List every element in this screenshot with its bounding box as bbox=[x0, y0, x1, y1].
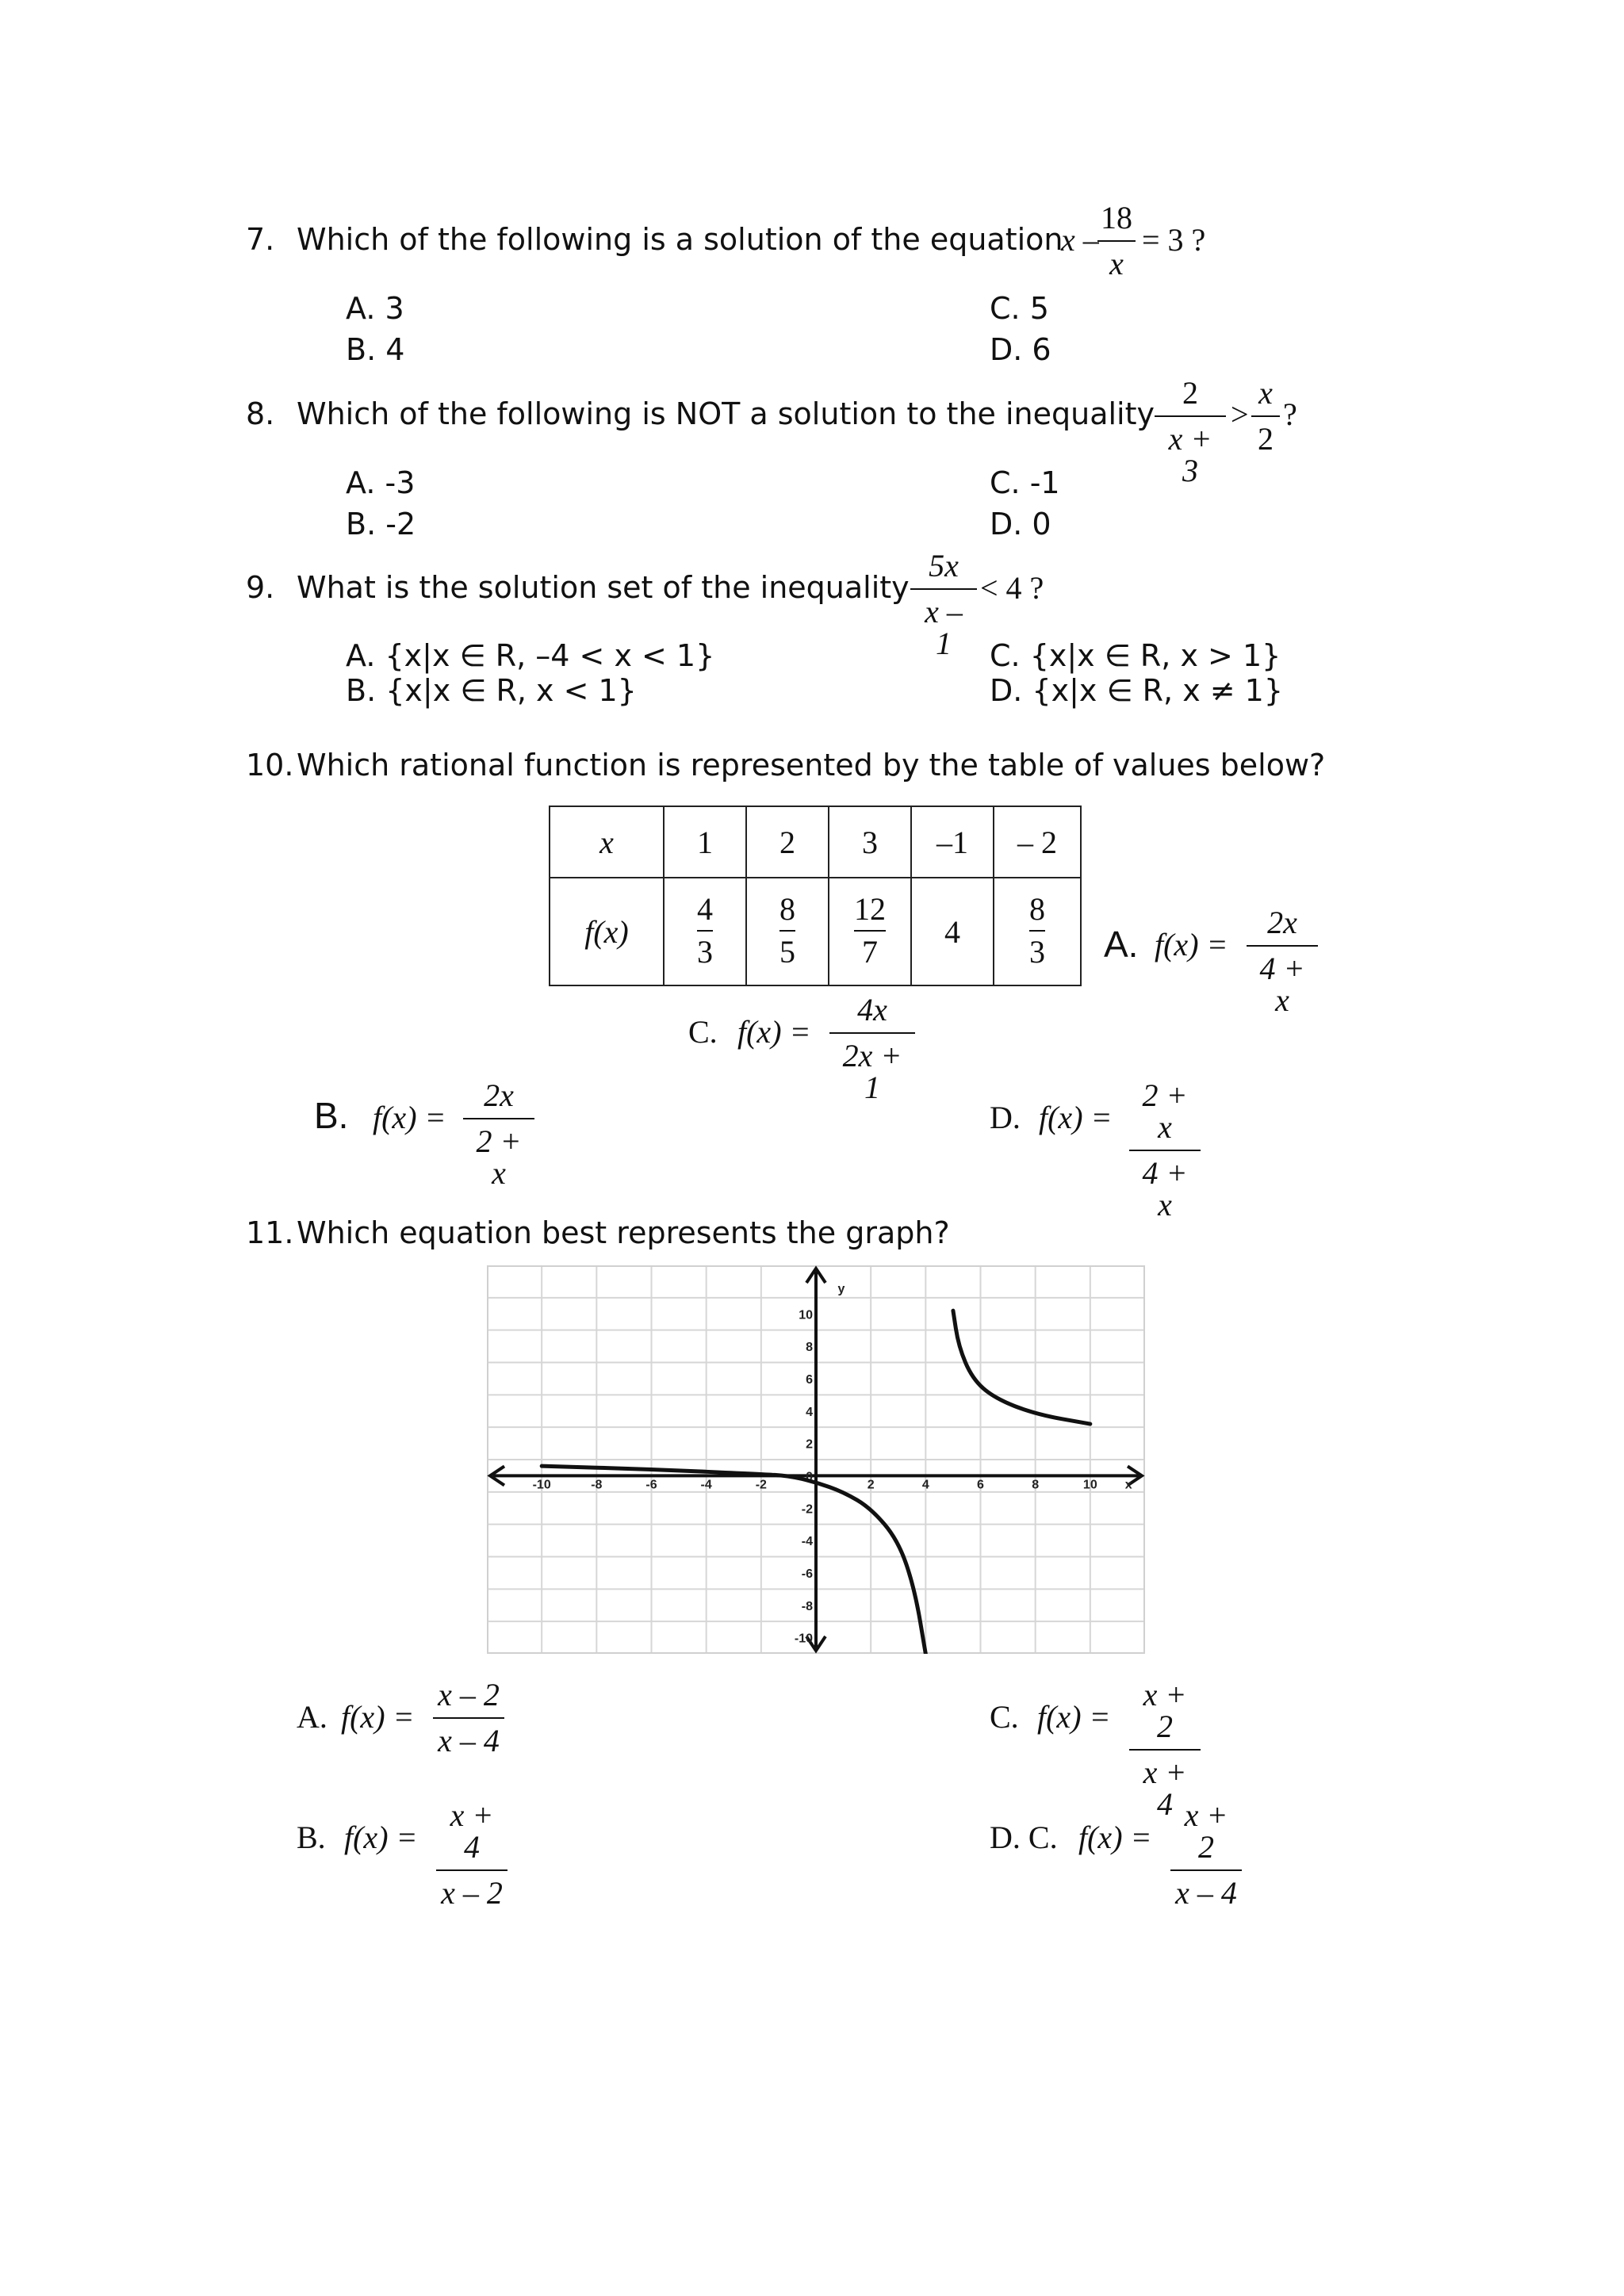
q8-left-denominator: x + 3 bbox=[1155, 415, 1226, 487]
table-header-fx: f(x) bbox=[550, 878, 664, 985]
fx-denominator: 5 bbox=[779, 930, 795, 968]
table-row-fx bbox=[550, 878, 1081, 985]
q11-choice-b-fx: f(x) = bbox=[344, 1820, 418, 1855]
y-tick-label: 6 bbox=[806, 1372, 813, 1387]
x-tick-label: -8 bbox=[591, 1478, 603, 1492]
table-fx-cell bbox=[664, 878, 746, 985]
curve-branch-2 bbox=[953, 1311, 1090, 1424]
q10-choice-c-numerator: 4x bbox=[857, 992, 887, 1027]
x-tick-label: 10 bbox=[1082, 1478, 1097, 1492]
q11-choice-b-numerator: x + 4 bbox=[450, 1797, 494, 1865]
fx-denominator: 3 bbox=[1029, 930, 1045, 968]
q11-choice-a-denominator: x – 4 bbox=[433, 1717, 504, 1757]
q11-choice-d-fraction bbox=[1170, 1797, 1242, 1911]
q8-number: 8. bbox=[246, 396, 275, 431]
q7-eq-tail: = 3 ? bbox=[1142, 222, 1206, 258]
fx-denominator: 7 bbox=[854, 930, 886, 968]
q7-number: 7. bbox=[246, 222, 275, 257]
y-tick-label: 2 bbox=[806, 1437, 813, 1452]
q10-choice-a-fraction bbox=[1247, 907, 1318, 1016]
q10-choice-b-letter[interactable]: B. bbox=[314, 1095, 349, 1136]
q10-choice-d-denominator: 4 + x bbox=[1129, 1150, 1201, 1221]
q10-choice-b-fx: f(x) = bbox=[373, 1100, 446, 1135]
q9-choice-a[interactable]: A. {x|x ∈ R, –4 < x < 1} bbox=[346, 638, 715, 673]
q8-choice-a[interactable]: A. -3 bbox=[346, 465, 416, 500]
q9-choice-c[interactable]: C. {x|x ∈ R, x > 1} bbox=[990, 638, 1281, 673]
y-tick-label: 4 bbox=[806, 1405, 813, 1419]
rational-function-graph bbox=[487, 1265, 1145, 1654]
y-tick-label: 0 bbox=[806, 1470, 813, 1484]
q8-right-fraction bbox=[1251, 377, 1280, 455]
fx-numerator: 4 bbox=[697, 890, 713, 927]
y-tick-label: -6 bbox=[801, 1567, 813, 1581]
q11-choice-b-denominator: x – 2 bbox=[436, 1869, 508, 1909]
q9-choice-d[interactable]: D. {x|x ∈ R, x ≠ 1} bbox=[990, 673, 1284, 708]
q7-choice-d[interactable]: D. 6 bbox=[990, 332, 1051, 367]
q11-text: Which equation best represents the graph? bbox=[297, 1215, 950, 1250]
x-tick-label: 8 bbox=[1032, 1478, 1040, 1492]
fx-numerator: 8 bbox=[779, 890, 795, 927]
q10-choice-a-fx: f(x) = bbox=[1155, 927, 1228, 962]
q10-text: Which rational function is represented by the table of values below? bbox=[297, 748, 1326, 783]
q9-tail: < 4 ? bbox=[980, 570, 1044, 606]
q9-fraction bbox=[910, 550, 977, 660]
q7-choice-a[interactable]: A. 3 bbox=[346, 291, 404, 326]
q11-choice-d-numerator: x + 2 bbox=[1184, 1797, 1228, 1865]
table-x-cell: –1 bbox=[911, 806, 994, 878]
q10-choice-a-numerator: 2x bbox=[1267, 905, 1297, 940]
table-fx-cell bbox=[829, 878, 911, 985]
table-row-x bbox=[550, 806, 1081, 878]
q11-choice-d-denominator: x – 4 bbox=[1170, 1869, 1242, 1909]
q7-fraction bbox=[1097, 202, 1136, 280]
curve-branch-1 bbox=[542, 1466, 925, 1654]
table-x-cell: 1 bbox=[664, 806, 746, 878]
q10-choice-b-numerator: 2x bbox=[484, 1077, 514, 1113]
fx-denominator: 3 bbox=[697, 930, 713, 968]
x-tick-label: 4 bbox=[921, 1478, 929, 1492]
y-tick-label: -4 bbox=[801, 1535, 813, 1549]
x-tick-label: 2 bbox=[867, 1478, 875, 1492]
x-tick-label: -6 bbox=[645, 1478, 657, 1492]
y-tick-label: 8 bbox=[806, 1341, 813, 1355]
q8-choice-d[interactable]: D. 0 bbox=[990, 507, 1051, 541]
y-tick-label: -10 bbox=[794, 1632, 813, 1646]
q10-choice-c-letter[interactable]: C. bbox=[688, 1014, 718, 1050]
y-axis-label: y bbox=[837, 1282, 845, 1296]
table-fx-cell bbox=[994, 878, 1081, 985]
q11-choice-c-letter[interactable]: C. bbox=[990, 1699, 1019, 1735]
q10-number: 10. bbox=[246, 748, 294, 783]
q7-choice-b[interactable]: B. 4 bbox=[346, 332, 405, 367]
q10-choice-b-denominator: 2 + x bbox=[463, 1118, 534, 1189]
q11-choice-a-letter[interactable]: A. bbox=[297, 1699, 327, 1735]
q11-choice-a-fraction bbox=[433, 1679, 504, 1757]
q8-operator: > bbox=[1231, 396, 1249, 432]
q10-choice-d-fx: f(x) = bbox=[1039, 1100, 1113, 1135]
fx-numerator: 8 bbox=[1029, 890, 1045, 927]
q10-choice-c-fraction bbox=[829, 994, 915, 1104]
q11-choice-c-denominator: x + 4 bbox=[1129, 1749, 1201, 1820]
q8-choice-b[interactable]: B. -2 bbox=[346, 507, 416, 541]
q8-choice-c[interactable]: C. -1 bbox=[990, 465, 1060, 500]
x-tick-label: 6 bbox=[977, 1478, 984, 1492]
q10-choice-d-letter[interactable]: D. bbox=[990, 1100, 1021, 1135]
q10-choice-c-denominator: 2x + 1 bbox=[829, 1032, 915, 1104]
q11-choice-a-fx: f(x) = bbox=[341, 1699, 415, 1735]
y-tick-label: 10 bbox=[799, 1308, 813, 1322]
table-x-cell: – 2 bbox=[994, 806, 1081, 878]
q10-choice-d-fraction bbox=[1129, 1077, 1201, 1223]
q8-right-denominator: 2 bbox=[1251, 415, 1280, 455]
table-fx-cell: 4 bbox=[911, 878, 994, 985]
q10-choice-a-letter[interactable]: A. bbox=[1104, 924, 1139, 965]
q9-number: 9. bbox=[246, 570, 275, 605]
q10-choice-a-denominator: 4 + x bbox=[1247, 945, 1318, 1016]
q10-choice-b-fraction bbox=[463, 1077, 534, 1191]
q9-choice-b[interactable]: B. {x|x ∈ R, x < 1} bbox=[346, 673, 637, 708]
q7-eq-lead: x – bbox=[1061, 222, 1099, 258]
q7-numerator: 18 bbox=[1101, 200, 1132, 235]
q8-question-mark: ? bbox=[1283, 396, 1297, 432]
table-of-values bbox=[549, 806, 1082, 986]
q8-right-numerator: x bbox=[1258, 375, 1273, 411]
q9-denominator: x – 1 bbox=[910, 588, 977, 660]
table-x-cell: 3 bbox=[829, 806, 911, 878]
x-tick-label: -4 bbox=[700, 1478, 712, 1492]
x-tick-label: -10 bbox=[532, 1478, 551, 1492]
y-tick-label: -2 bbox=[801, 1502, 813, 1517]
q10-choice-d-numerator: 2 + x bbox=[1142, 1077, 1188, 1145]
q11-choice-c-fx: f(x) = bbox=[1037, 1699, 1111, 1735]
q11-choice-b-fraction bbox=[436, 1797, 508, 1911]
q8-left-numerator: 2 bbox=[1182, 375, 1198, 411]
q11-choice-c-numerator: x + 2 bbox=[1143, 1677, 1187, 1744]
fx-numerator: 12 bbox=[854, 890, 886, 927]
q8-left-fraction bbox=[1155, 377, 1226, 487]
q9-text: What is the solution set of the inequality bbox=[297, 570, 910, 605]
table-fx-cell bbox=[746, 878, 829, 985]
q11-choice-b-letter[interactable]: B. bbox=[297, 1820, 326, 1855]
q10-choice-c-fx: f(x) = bbox=[737, 1014, 811, 1050]
q9-numerator: 5x bbox=[929, 548, 959, 584]
q7-choice-c[interactable]: C. 5 bbox=[990, 291, 1049, 326]
q11-choice-d-fx: f(x) = bbox=[1078, 1820, 1152, 1855]
x-axis-label: x bbox=[1124, 1478, 1132, 1492]
q7-denominator: x bbox=[1097, 240, 1136, 280]
q11-choice-d-letter[interactable]: D. C. bbox=[990, 1820, 1058, 1855]
x-tick-label: -2 bbox=[755, 1478, 767, 1492]
q7-text: Which of the following is a solution of the equation bbox=[297, 222, 1063, 257]
q8-text: Which of the following is NOT a solution to the inequality bbox=[297, 396, 1155, 431]
q11-choice-a-numerator: x – 2 bbox=[438, 1677, 500, 1712]
y-tick-label: -8 bbox=[801, 1599, 813, 1613]
q11-number: 11. bbox=[246, 1215, 294, 1250]
table-x-cell: 2 bbox=[746, 806, 829, 878]
table-header-x: x bbox=[550, 806, 664, 878]
